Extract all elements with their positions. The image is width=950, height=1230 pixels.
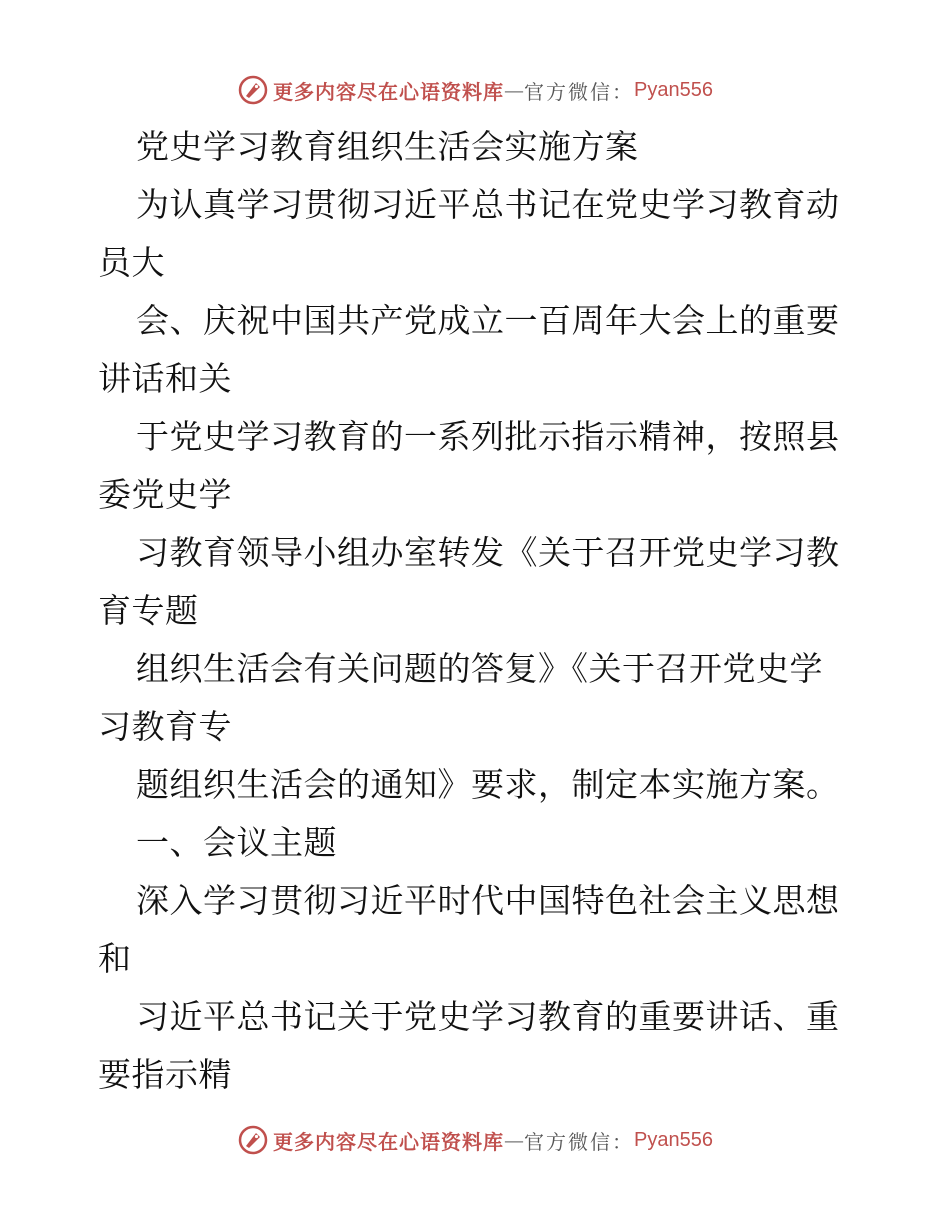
section-heading: 一、会议主题 [136, 823, 337, 862]
text-line: 会、庆祝中国共产党成立一百周年大会上的重要 [136, 301, 840, 340]
text-line: 题组织生活会的通知》要求，制定本实施方案。 [136, 765, 840, 804]
pen-nib-logo-icon [237, 1124, 269, 1156]
document-body [98, 118, 858, 1104]
text-line: 为认真学习贯彻习近平总书记在党史学习教育动 [136, 185, 840, 224]
text-line: 委党史学 [98, 475, 232, 514]
pen-nib-logo-icon [237, 74, 269, 106]
text-line: 和 [98, 939, 132, 978]
watermark-separator: — [504, 1128, 525, 1152]
watermark-brand: 更多内容尽在心语资料库 [273, 1129, 505, 1154]
text-line: 讲话和关 [98, 359, 232, 398]
watermark-footer [0, 1122, 950, 1158]
text-line: 于党史学习教育的一系列批示指示精神，按照县 [136, 417, 840, 456]
text-line: 组织生活会有关问题的答复》《关于召开党史学 [136, 649, 823, 688]
watermark-brand: 更多内容尽在心语资料库 [273, 79, 505, 104]
text-line: 习教育领导小组办室转发《关于召开党史学习教 [136, 533, 840, 572]
watermark-separator: — [504, 78, 525, 102]
watermark-wechat-id: Pyan556 [634, 78, 713, 101]
text-line: 习近平总书记关于党史学习教育的重要讲话、重 [136, 997, 840, 1036]
text-line: 育专题 [98, 591, 199, 630]
watermark-label: 官方微信： [524, 1129, 635, 1154]
watermark-label: 官方微信： [524, 79, 635, 104]
text-line: 习教育专 [98, 707, 232, 746]
text-line: 深入学习贯彻习近平时代中国特色社会主义思想 [136, 881, 840, 920]
watermark-wechat-id: Pyan556 [634, 1128, 713, 1151]
text-line: 员大 [98, 243, 165, 282]
watermark-header [0, 72, 950, 108]
text-line: 要指示精 [98, 1055, 232, 1094]
document-title: 党史学习教育组织生活会实施方案 [136, 127, 639, 166]
